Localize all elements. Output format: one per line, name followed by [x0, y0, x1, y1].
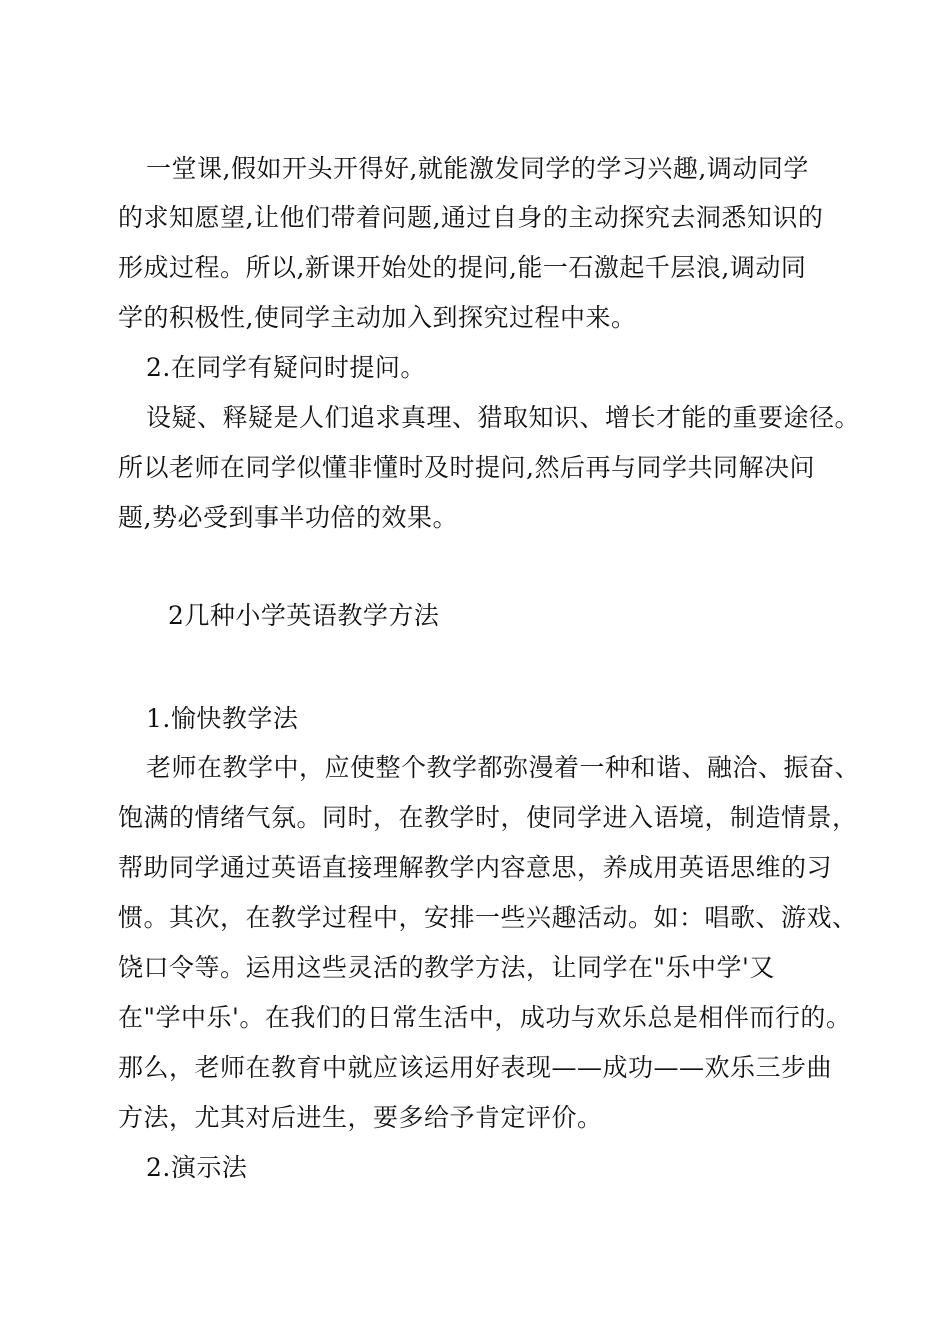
method1-line-5: 饶口令等。运用这些灵活的教学方法，让同学在"乐中学'又	[118, 953, 775, 982]
item2-heading: 2.在同学有疑问时提问。	[146, 353, 426, 382]
intro-line-4: 学的积极性,使同学主动加入到探究过程中来。	[118, 303, 637, 332]
method1-line-8: 方法，尤其对后进生，要多给予肯定评价。	[118, 1103, 603, 1132]
method1-line-6: 在"学中乐'。在我们的日常生活中，成功与欢乐总是相伴而行的。	[118, 1003, 852, 1032]
method1-line-2: 饱满的情绪气氛。同时，在教学时，使同学进入语境，制造情景，	[118, 803, 858, 832]
item2-line-1: 设疑、释疑是人们追求真理、猎取知识、增长才能的重要途径。	[146, 403, 861, 432]
method2-heading: 2.演示法	[146, 1153, 248, 1182]
method1-line-7: 那么，老师在教育中就应该运用好表现——成功——欢乐三步曲	[118, 1053, 833, 1082]
section-title: 2几种小学英语教学方法	[168, 601, 440, 630]
method1-line-1: 老师在教学中，应使整个教学都弥漫着一种和谐、融洽、振奋、	[146, 753, 861, 782]
method1-line-4: 惯。其次，在教学过程中，安排一些兴趣活动。如：唱歌、游戏、	[118, 903, 858, 932]
method1-heading: 1.愉快教学法	[146, 704, 299, 733]
method1-line-3: 帮助同学通过英语直接理解教学内容意思，养成用英语思维的习	[118, 853, 833, 882]
intro-line-3: 形成过程。所以,新课开始处的提问,能一石激起千层浪,调动同	[118, 253, 807, 282]
intro-line-2: 的求知愿望,让他们带着问题,通过自身的主动探究去洞悉知识的	[118, 203, 824, 232]
intro-line-1: 一堂课,假如开头开得好,就能激发同学的学习兴趣,调动同学	[146, 154, 809, 183]
item2-line-3: 题,势必受到事半功倍的效果。	[118, 503, 458, 532]
item2-line-2: 所以老师在同学似懂非懂时及时提问,然后再与同学共同解决问	[118, 453, 815, 482]
